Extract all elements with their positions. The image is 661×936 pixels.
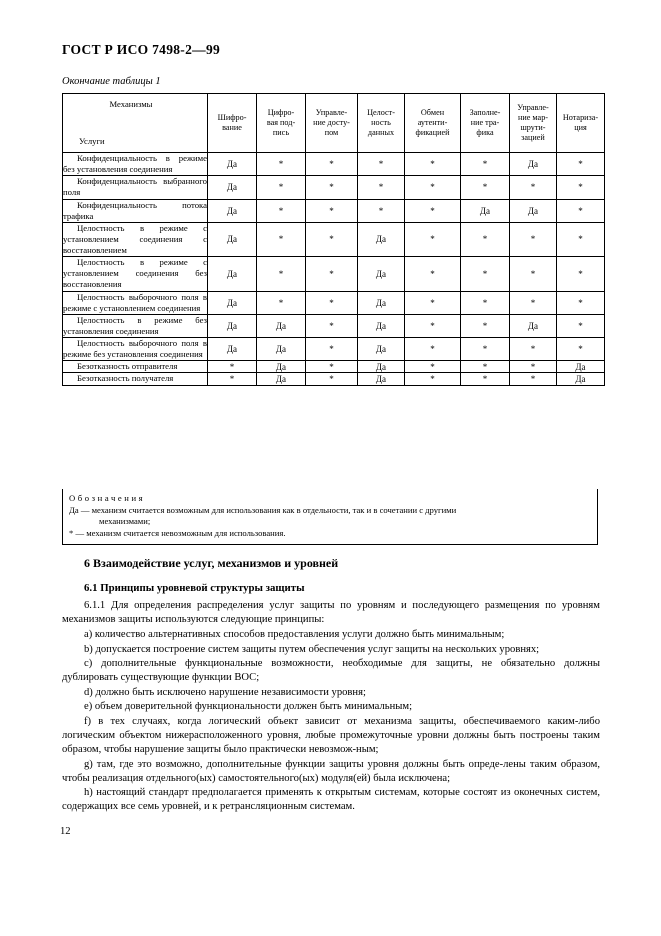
principle-item-5: f) в тех случаях, когда логический объект зависит от механизма защиты, обеспечиваемого каким-либо логическим объектом нижерасположенного уровня, любые промежуточные уровни должны быть построены таким образом, чтобы нарушение защиты было практически невозмож-ным; [62,715,600,756]
cell-r9-c3: * [306,361,358,373]
cell-r4-c3: * [306,222,358,256]
cell-r1-c7: Да [510,153,557,176]
cell-r7-c1: Да [208,314,257,337]
table-body [63,153,605,386]
cell-r3-c7: Да [510,199,557,222]
cell-r8-c4: Да [358,338,405,361]
cell-r10-c4: Да [358,373,405,385]
cell-r9-c5: * [405,361,461,373]
cell-r4-c4: Да [358,222,405,256]
cell-r2-c7: * [510,176,557,199]
row-label: Конфиденциальность в режиме без установления соединения [63,153,207,175]
table-row [63,153,605,176]
cell-r10-c8: Да [557,373,605,385]
table-notes [62,489,598,545]
cell-r2-c6: * [461,176,510,199]
column-header-3: Управле- ние досту- пом [306,94,358,153]
cell-r5-c7: * [510,257,557,291]
cell-r6-c7: * [510,291,557,314]
cell-r4-c1: Да [208,222,257,256]
page-number: 12 [60,826,71,837]
cell-r9-c7: * [510,361,557,373]
principle-item-7: h) настоящий стандарт предполагается применять к открытым системам, которые состоят из оконечных систем, содержащих все семь уровней, и к ретрансляционным системам. [62,787,600,813]
cell-r9-c4: Да [358,361,405,373]
subsection-heading: 6.1 Принципы уровневой структуры защиты [84,581,305,594]
cell-r8-c5: * [405,338,461,361]
cell-r6-c8: * [557,291,605,314]
cell-r6-c4: Да [358,291,405,314]
cell-r5-c1: Да [208,257,257,291]
cell-r1-c1: Да [208,153,257,176]
cell-r10-c6: * [461,373,510,385]
cell-r3-c3: * [306,199,358,222]
cell-r4-c6: * [461,222,510,256]
services-mechanisms-table [62,93,600,386]
cell-r2-c3: * [306,176,358,199]
cell-r5-c4: Да [358,257,405,291]
cell-r7-c3: * [306,314,358,337]
table-row [63,222,605,256]
row-label: Целостность в режиме с установлением соединения с восстановлением [63,222,207,255]
cell-r10-c5: * [405,373,461,385]
section-heading: 6 Взаимодействие услуг, механизмов и уровней [84,556,339,570]
cell-r1-c2: * [257,153,306,176]
column-header-5: Обмен аутенти- фикацией [405,94,461,153]
cell-r1-c3: * [306,153,358,176]
cell-r4-c7: * [510,222,557,256]
cell-r9-c1: * [208,361,257,373]
row-label: Целостность в режиме без установления соединения [63,314,207,336]
body-content [62,556,600,815]
table-header-row [63,94,605,153]
cell-r3-c4: * [358,199,405,222]
notes-line-star: * — механизм считается невозможным для использования. [69,527,286,538]
row-label: Целостность выборочного поля в режиме с установлением соединения [63,291,207,313]
table-corner-cell [63,94,208,153]
cell-r10-c1: * [208,373,257,385]
cell-r9-c2: Да [257,361,306,373]
cell-r1-c8: * [557,153,605,176]
cell-r8-c8: * [557,338,605,361]
cell-r8-c7: * [510,338,557,361]
cell-r7-c6: * [461,314,510,337]
table-caption: Окончание таблицы 1 [62,76,161,87]
column-header-7: Управле- ние мар- шрути- зацией [510,94,557,153]
corner-services-label: Услуги [79,135,105,146]
cell-r8-c3: * [306,338,358,361]
principle-item-1: b) допускается построение систем защиты путем обеспечения услуг защиты на нескольких уровнях; [84,643,540,655]
corner-mechanisms-label: Механизмы [109,99,153,109]
cell-r7-c2: Да [257,314,306,337]
cell-r9-c6: * [461,361,510,373]
column-header-4: Целост- ность данных [358,94,405,153]
cell-r5-c5: * [405,257,461,291]
intro-paragraph: 6.1.1 Для определения распределения услуг защиты по уровням и последующего размещения по уровням механизмов защиты используются следующие принципы: [62,600,600,626]
row-label: Конфиденциальность потока трафика [63,199,207,221]
cell-r2-c1: Да [208,176,257,199]
principles-list [62,628,600,815]
cell-r6-c1: Да [208,291,257,314]
principle-item-2: c) дополнительные функциональные возможности, необходимые для защиты, не обязательно должны дублировать существующие функции ВОС; [62,658,600,684]
column-header-8: Нотариза- ция [557,94,605,153]
row-label: Целостность в режиме с установлением соединения без восстановления [63,257,207,290]
standard-title: ГОСТ Р ИСО 7498-2—99 [62,42,221,57]
cell-r2-c5: * [405,176,461,199]
notes-line-yes-cont: механизмами; [99,516,151,527]
cell-r10-c7: * [510,373,557,385]
cell-r4-c5: * [405,222,461,256]
cell-r5-c8: * [557,257,605,291]
cell-r8-c2: Да [257,338,306,361]
cell-r5-c3: * [306,257,358,291]
cell-r3-c5: * [405,199,461,222]
notes-title: Обозначения [69,493,146,503]
table-row [63,361,605,373]
row-label: Безотказность получателя [63,373,208,385]
principle-item-4: e) объем доверительной функциональности должен быть минимальным; [84,701,413,713]
table-row [63,291,605,314]
notes-line-yes: Да — механизм считается возможным для использования как в отдельности, так и в сочетании с другими [69,504,457,515]
cell-r10-c3: * [306,373,358,385]
cell-r4-c8: * [557,222,605,256]
cell-r6-c3: * [306,291,358,314]
principle-item-3: d) должно быть исключено нарушение независимости уровня; [84,686,366,698]
cell-r4-c2: * [257,222,306,256]
cell-r9-c8: Да [557,361,605,373]
cell-r7-c8: * [557,314,605,337]
cell-r7-c7: Да [510,314,557,337]
cell-r8-c6: * [461,338,510,361]
cell-r3-c8: * [557,199,605,222]
row-label: Конфиденциальность выбранного поля [63,176,207,198]
table-row [63,338,605,361]
principle-item-0: a) количество альтернативных способов предоставления услуги должно быть минимальным; [84,628,505,640]
column-header-6: Заполне- ние тра- фика [461,94,510,153]
cell-r1-c4: * [358,153,405,176]
cell-r5-c2: * [257,257,306,291]
cell-r3-c6: Да [461,199,510,222]
cell-r2-c8: * [557,176,605,199]
table-row [63,199,605,222]
principle-item-6: g) там, где это возможно, дополнительные функции защиты уровня должны быть опреде-лены таким образом, чтобы реализация отдельного(ых) самостоятельного(ых) модуля(ей) была исключена; [62,758,600,784]
cell-r1-c5: * [405,153,461,176]
column-header-2: Цифро- вая под- пись [257,94,306,153]
table-row [63,314,605,337]
cell-r3-c2: * [257,199,306,222]
cell-r6-c6: * [461,291,510,314]
row-label: Безотказность отправителя [63,361,208,373]
table-row [63,257,605,291]
table-row [63,373,605,385]
cell-r7-c5: * [405,314,461,337]
cell-r1-c6: * [461,153,510,176]
cell-r6-c5: * [405,291,461,314]
cell-r5-c6: * [461,257,510,291]
cell-r2-c4: * [358,176,405,199]
column-header-1: Шифро- вание [208,94,257,153]
cell-r10-c2: Да [257,373,306,385]
cell-r6-c2: * [257,291,306,314]
table-row [63,176,605,199]
cell-r2-c2: * [257,176,306,199]
cell-r3-c1: Да [208,199,257,222]
cell-r8-c1: Да [208,338,257,361]
cell-r7-c4: Да [358,314,405,337]
row-label: Целостность выборочного поля в режиме без установления соединения [63,338,207,360]
